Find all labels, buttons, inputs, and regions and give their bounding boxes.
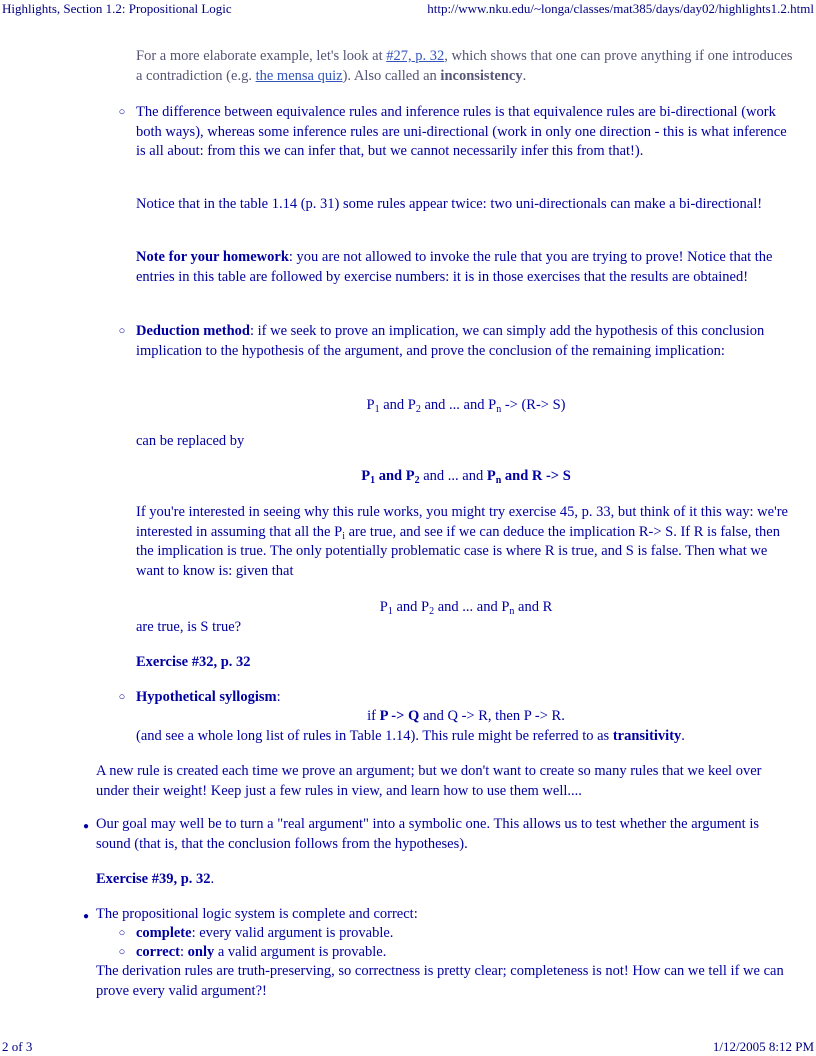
page-number: 2 of 3 [2,1039,33,1054]
replaced-by-text: can be replaced by [136,433,245,449]
intro-text-4: . [522,67,527,84]
correct-definition: correct: only a valid argument is provable. [136,944,387,960]
homework-note-paragraph [136,248,796,287]
deduction-formula-1: $P_1$ and $P_2$ and ... and $P_n -> (R-> S)$ [366,397,566,415]
page-header-title: Highlights, Section 1.2: Propositional Logic [2,1,232,16]
term-correct: correct [136,944,180,960]
deduction-formula-3: $P_1$ and $P_2$ and ... and $P_n$ and R [379,599,553,617]
print-datetime: 1/12/2005 8:12 PM [712,1039,814,1054]
page-header-url: http://www.nku.edu/~longa/classes/mat385/days/day02/highlights1.2.html [427,1,814,16]
system-conclusion: The derivation rules are truth-preserving, so correctness is pretty clear; completeness is not! How can we tell if we can prove every valid argument?! [96,963,784,999]
circle-bullet-icon: ○ [118,325,126,337]
term-complete: complete [136,925,192,941]
intro-paragraph [136,47,796,86]
complete-definition: complete: every valid argument is provable. [136,925,394,941]
true-question: are true, is S true? [136,619,242,635]
deduction-explanation: If you're interested in seeing why this rule works, you might try exercise 45, p. 33, but think of it this way: we're interested in assuming that all the $P_i$ are true, and see if we can deduce the implication R-> S. If R is false, then the implication is true. The only potentially problematic case is where R is true, and S is false. Then what we want to know is: given that [136,504,788,579]
circle-bullet-icon: ○ [118,691,126,703]
system-statement: The propositional logic system is complete and correct: [96,906,418,922]
homework-note-text: : you are not allowed to invoke the rule that you are trying to prove! Notice that the entries in this table are followed by exercise numbers: it is in those exercises that the results are obtained! [136,249,773,285]
transitivity-sentence: (and see a whole long list of rules in Table 1.14). This rule might be referred to as transitivity. [136,728,685,744]
deduction-paragraph [136,322,796,361]
exercise-39: Exercise #39, p. 32. [96,871,215,887]
intro-text-1: For a more elaborate example, let's look at [136,48,387,64]
new-rule-paragraph: A new rule is created each time we prove an argument; but we don't want to create so many rules that we keel over under their weight! Keep just a few rules in view, and learn how to use them well.... [96,763,762,799]
intro-text-3: ). Also called an [342,67,441,84]
table-note-paragraph: Notice that in the table 1.14 (p. 31) some rules appear twice: two uni-directionals can make a bi-directional! [136,196,763,212]
circle-bullet-icon: ○ [118,927,126,939]
circle-bullet-icon: ○ [118,946,126,958]
term-only: only [187,944,215,960]
deduction-formula-2: $P_1$ and $P_2$ and ... and $P_n$ and R -> S [361,468,571,486]
link-mensa-quiz[interactable]: the mensa quiz [255,67,343,84]
goal-paragraph: Our goal may well be to turn a "real argument" into a symbolic one. This allows us to test whether the argument is sound (that is, that the conclusion follows from the hypotheses). [96,816,759,852]
deduction-method-text: : if we seek to prove an implication, we can simply add the hypothesis of this conclusion implication to the hypothesis of the argument, and prove the conclusion of the remaining implication: [136,323,765,359]
homework-note-label: Note for your homework [136,249,289,265]
intro-text-2: , which shows that one can prove anything if one introduces a contradiction (e.g. [136,48,793,84]
term-transitivity: transitivity [612,728,682,744]
disc-bullet-icon: ● [82,911,90,922]
equivalence-paragraph: The difference between equivalence rules and inference rules is that equivalence rules are bi-directional (work both ways), whereas some inference rules are uni-directional (work in only one direction - this is what inference is all about: from this we can infer that, but we cannot necessarily infer this from that!). [136,104,787,159]
hypothetical-syllogism-label: Hypothetical syllogism [136,689,277,705]
syllogism-formula: if P -> Q and Q -> R, then P -> R. [367,708,565,724]
hypothetical-syllogism-heading: Hypothetical syllogism: [136,689,281,705]
disc-bullet-icon: ● [82,821,90,832]
term-inconsistency: inconsistency [440,67,523,84]
exercise-32: Exercise #32, p. 32 [136,654,251,670]
link-exercise-27[interactable]: #27, p. 32 [386,48,445,64]
deduction-method-label: Deduction method [136,323,250,339]
circle-bullet-icon: ○ [118,106,126,118]
